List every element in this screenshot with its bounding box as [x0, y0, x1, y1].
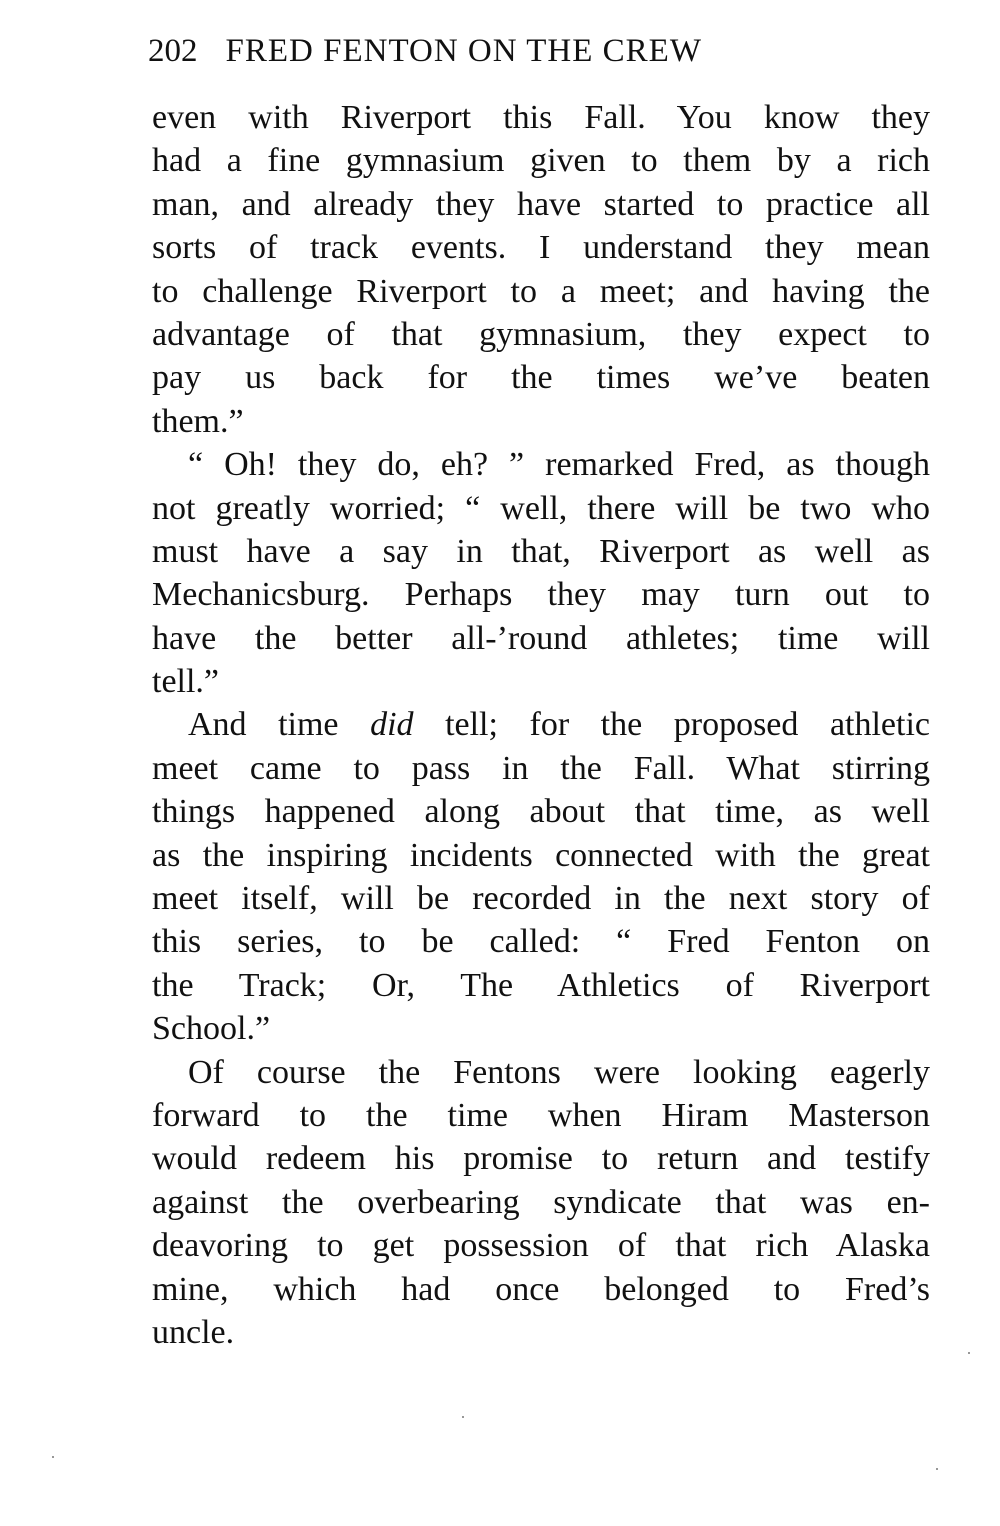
text-line: meet itself, will be recorded in the next story of — [152, 880, 930, 918]
page-number: 202 — [148, 33, 198, 69]
text-line: pay us back for the times we’ve beaten — [152, 359, 930, 397]
text-line: meet came to pass in the Fall. What stirring — [152, 749, 930, 787]
paragraph-first-line: Of course the Fentons were looking eagerly — [188, 1053, 930, 1091]
italic-word: did — [370, 706, 414, 744]
text-line: tell.” — [152, 663, 220, 701]
text-line: the Track; Or, The Athletics of Riverport — [152, 966, 930, 1004]
running-head — [148, 28, 928, 74]
text-line: this series, to be called: “ Fred Fenton on — [152, 923, 930, 961]
paper-speck — [52, 1456, 54, 1458]
text-line: have the better all-’round athletes; time will — [152, 619, 930, 657]
text-line: things happened along about that time, as well — [152, 793, 930, 831]
text-run: And time — [188, 706, 371, 744]
text-line: mine, which had once belonged to Fred’s — [152, 1270, 930, 1308]
text-line: must have a say in that, Riverport as well as — [152, 532, 930, 570]
body-text — [152, 96, 930, 1354]
text-line: Mechanicsburg. Perhaps they may turn out to — [152, 576, 930, 614]
text-run: tell; for the proposed athletic — [413, 706, 930, 744]
paper-speck — [462, 1416, 464, 1418]
text-line: against the overbearing syndicate that was en- — [152, 1183, 930, 1221]
text-line: not greatly worried; “ well, there will be two who — [152, 489, 930, 527]
text-line: School.” — [152, 1010, 271, 1048]
running-title: FRED FENTON ON THE CREW — [225, 33, 702, 69]
text-line: deavoring to get possession of that rich Alaska — [152, 1227, 930, 1265]
paper-speck — [936, 1468, 938, 1470]
text-line: uncle. — [152, 1313, 235, 1351]
text-line: even with Riverport this Fall. You know they — [152, 99, 930, 136]
text-line: man, and already they have started to practice all — [152, 185, 930, 223]
text-line: them.” — [152, 402, 244, 440]
text-line: advantage of that gymnasium, they expect to — [152, 315, 930, 353]
text-line: would redeem his promise to return and testify — [152, 1140, 930, 1178]
text-line: sorts of track events. I understand they mean — [152, 229, 930, 267]
text-line: as the inspiring incidents connected with the great — [152, 836, 930, 874]
paragraph-first-line — [152, 703, 930, 746]
text-line: to challenge Riverport to a meet; and having the — [152, 272, 930, 310]
paragraph-first-line: “ Oh! they do, eh? ” remarked Fred, as though — [188, 446, 930, 484]
text-line: forward to the time when Hiram Masterson — [152, 1096, 930, 1134]
text-line: had a fine gymnasium given to them by a rich — [152, 142, 930, 180]
paper-speck — [968, 1352, 970, 1354]
